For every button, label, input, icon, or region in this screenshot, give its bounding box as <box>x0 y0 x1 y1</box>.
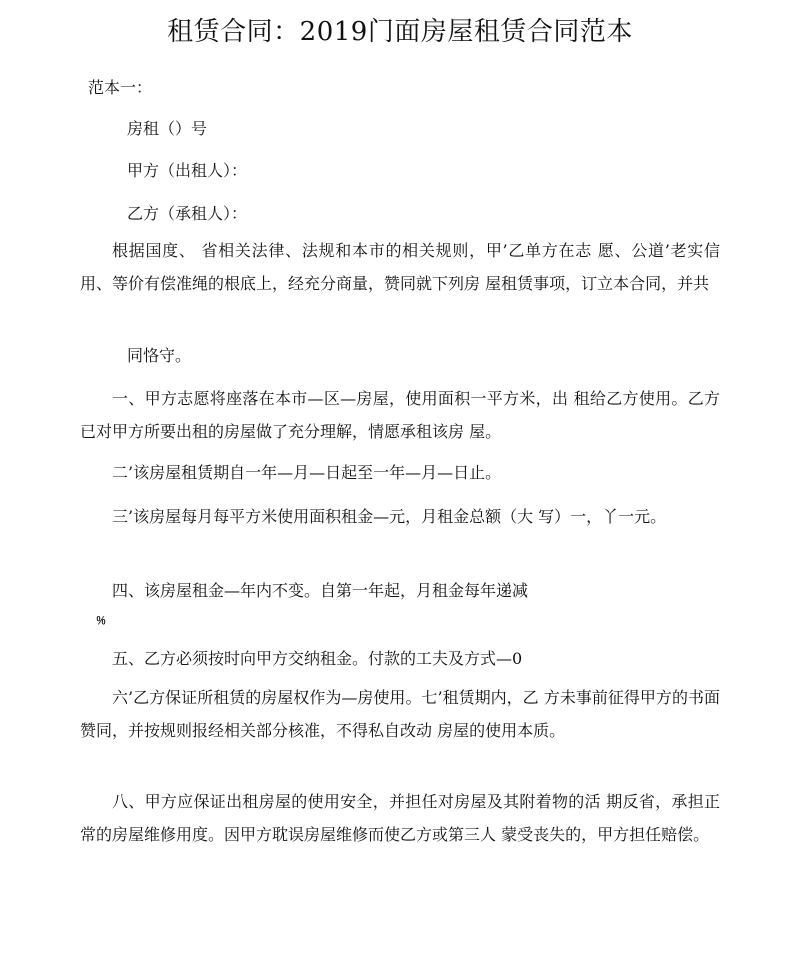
clause-6: 六’乙方保证所租赁的房屋权作为—房使用。七’租赁期内，乙 方未事前征得甲方的书面赞同，并按规则报经相关部分核准，不得私自改动 房屋的使用本质。 <box>80 688 720 740</box>
clause-2: 二’该房屋租赁期自一年—月—日起至一年—月—日止。 <box>112 463 502 482</box>
preamble-continuation: 同恪守。 <box>127 346 192 365</box>
clause-3: 三’该房屋每月每平方米使用面积租金—元，月租金总额（大 写）一，丫一元。 <box>112 507 667 526</box>
contract-number: 房租（）号 <box>127 119 208 138</box>
stray-mark: ％ <box>96 616 106 627</box>
document-title: 租赁合同：2019门面房屋租赁合同范本 <box>167 17 633 47</box>
party-a-label: 甲方（出租人）： <box>127 161 248 180</box>
clause-4: 四、该房屋租金—年内不变。自第一年起，月租金每年递减 <box>112 581 529 600</box>
preamble-paragraph: 根据国度、 省相关法律、法规和本市的相关规则，甲’乙单方在志 愿、公道’老实信用、等价有偿准绳的根底上，经充分商量，赞同就下列房 屋租赁事项，订立本合同，并共 <box>80 241 720 293</box>
party-b-label: 乙方（承租人）： <box>127 204 248 223</box>
clause-8: 八、甲方应保证出租房屋的使用安全，并担任对房屋及其附着物的活 期反省，承担正常的房屋维修用度。因甲方耽误房屋维修而使乙方或第三人 蒙受丧失的，甲方担任赔偿。 <box>80 792 720 844</box>
sample-label: 范本一： <box>88 78 153 97</box>
clause-5: 五、乙方必须按时向甲方交纳租金。付款的工夫及方式—0 <box>112 649 523 668</box>
clause-1: 一、甲方志愿将座落在本市—区—房屋，使用面积一平方米，出 租给乙方使用。乙方已对甲方所要出租的房屋做了充分理解，情愿承租该房 屋。 <box>80 389 720 441</box>
